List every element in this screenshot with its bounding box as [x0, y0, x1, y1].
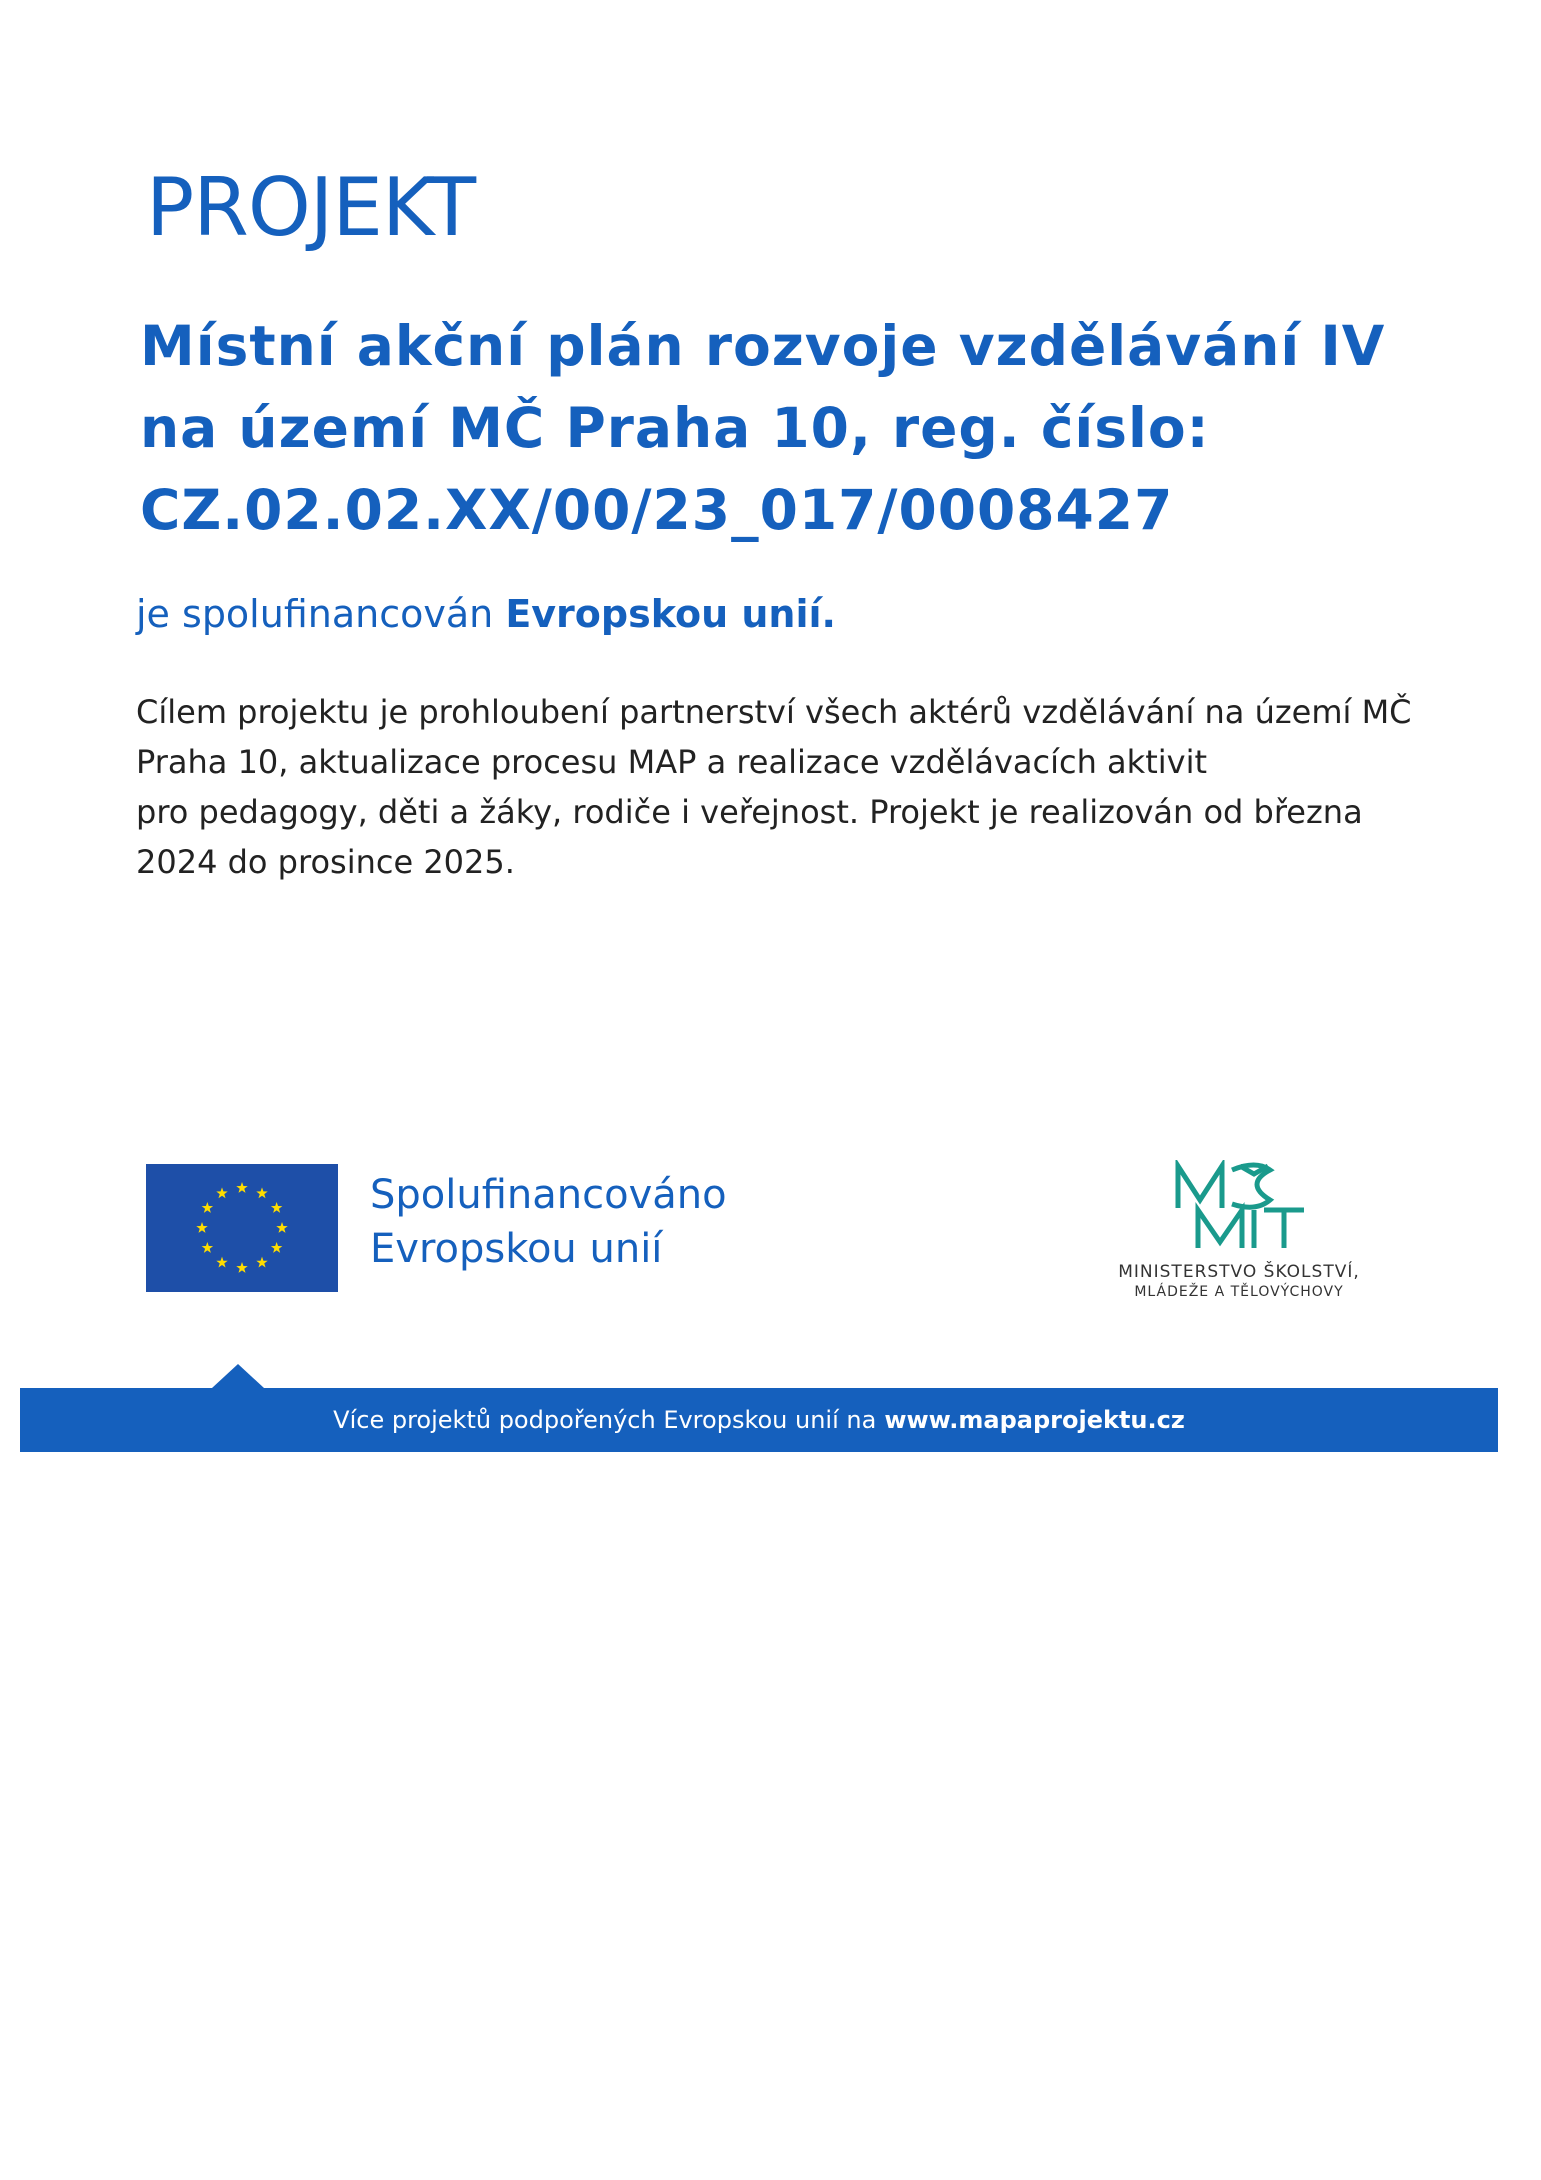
- eu-star-icon: [256, 1257, 267, 1268]
- cofinanced-statement: [136, 590, 836, 638]
- footer-band: [20, 1388, 1498, 1452]
- eu-logo-text: [370, 1168, 727, 1276]
- msmt-name-line2: MLÁDEŽE A TĚLOVÝCHOVY: [1134, 1284, 1344, 1300]
- eu-star-icon: [271, 1242, 282, 1253]
- eu-star-icon: [256, 1187, 267, 1198]
- eu-star-icon: [216, 1257, 227, 1268]
- project-title-line: na území MČ Praha 10, reg. číslo:: [140, 396, 1210, 460]
- eu-star-icon: [196, 1222, 207, 1233]
- project-description: [136, 687, 1456, 887]
- band-notch: [212, 1364, 264, 1388]
- cofinanced-prefix: je spolufinancován: [136, 592, 494, 636]
- eu-logo-line2: Evropskou unií: [370, 1226, 663, 1272]
- project-title-line: Místní akční plán rozvoje vzdělávání IV: [140, 314, 1386, 378]
- description-line: Cílem projektu je prohloubení partnerství všech aktérů vzdělávání na území MČ: [136, 693, 1412, 731]
- page-heading: PROJEKT: [146, 161, 476, 254]
- eu-star-icon: [216, 1187, 227, 1198]
- description-line: 2024 do prosince 2025.: [136, 843, 515, 881]
- eu-logo-line1: Spolufinancováno: [370, 1172, 727, 1218]
- eu-star-icon: [202, 1202, 213, 1213]
- project-title: [140, 305, 1440, 551]
- description-line: Praha 10, aktualizace procesu MAP a realizace vzdělávacích aktivit: [136, 743, 1207, 781]
- eu-star-icon: [271, 1202, 282, 1213]
- msmt-logo-icon: [1170, 1160, 1310, 1250]
- description-line: pro pedagogy, děti a žáky, rodiče i veřejnost. Projekt je realizován od března: [136, 793, 1363, 831]
- msmt-name-line1: MINISTERSTVO ŠKOLSTVÍ,: [1118, 1262, 1360, 1282]
- project-title-line: CZ.02.02.XX/00/23_017/0008427: [140, 478, 1174, 542]
- footer-band-text: Více projektů podpořených Evropskou unií na: [333, 1406, 877, 1434]
- cofinanced-eu: Evropskou unií.: [505, 592, 836, 636]
- eu-star-icon: [236, 1182, 247, 1193]
- footer-band-link[interactable]: www.mapaprojektu.cz: [884, 1406, 1185, 1434]
- eu-flag-icon: [146, 1164, 338, 1292]
- eu-star-icon: [236, 1262, 247, 1273]
- eu-star-icon: [276, 1222, 287, 1233]
- eu-star-icon: [202, 1242, 213, 1253]
